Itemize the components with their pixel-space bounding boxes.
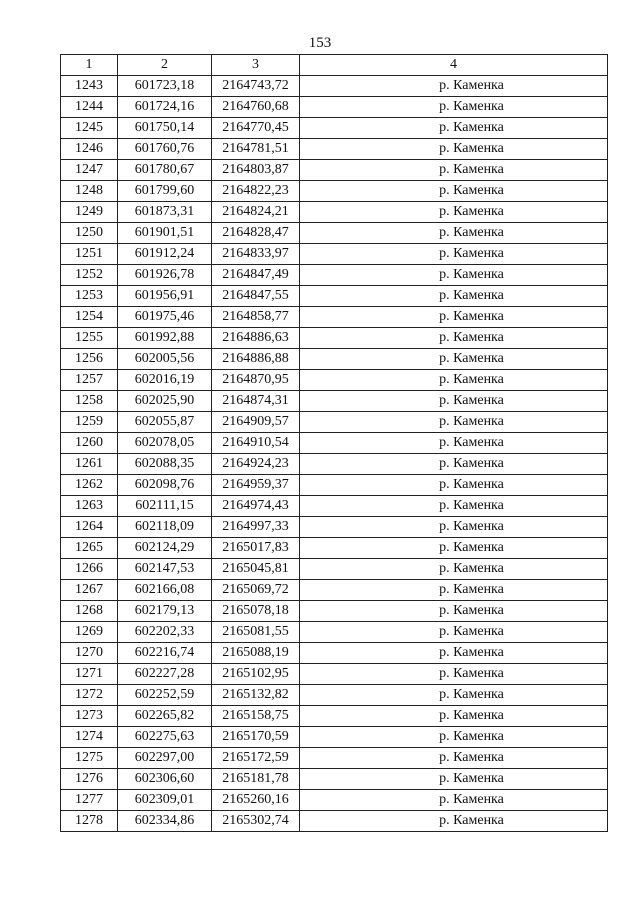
x-coordinate-cell: 602297,00 bbox=[118, 748, 212, 769]
table-row bbox=[61, 790, 608, 811]
x-coordinate-cell: 602216,74 bbox=[118, 643, 212, 664]
y-coordinate-cell: 2165069,72 bbox=[212, 580, 300, 601]
x-coordinate-cell: 601799,60 bbox=[118, 181, 212, 202]
description-cell: р. Каменка bbox=[300, 748, 608, 769]
x-coordinate-cell: 602147,53 bbox=[118, 559, 212, 580]
x-coordinate-cell: 602055,87 bbox=[118, 412, 212, 433]
description-cell: р. Каменка bbox=[300, 790, 608, 811]
y-coordinate-cell: 2164824,21 bbox=[212, 202, 300, 223]
y-coordinate-cell: 2165102,95 bbox=[212, 664, 300, 685]
y-coordinate-cell: 2165260,16 bbox=[212, 790, 300, 811]
description-cell: р. Каменка bbox=[300, 181, 608, 202]
description-cell: р. Каменка bbox=[300, 244, 608, 265]
y-coordinate-cell: 2164828,47 bbox=[212, 223, 300, 244]
x-coordinate-cell: 602124,29 bbox=[118, 538, 212, 559]
table-row bbox=[61, 454, 608, 475]
point-number-cell: 1250 bbox=[61, 223, 118, 244]
y-coordinate-cell: 2164847,55 bbox=[212, 286, 300, 307]
description-cell: р. Каменка bbox=[300, 160, 608, 181]
point-number-cell: 1276 bbox=[61, 769, 118, 790]
y-coordinate-cell: 2164833,97 bbox=[212, 244, 300, 265]
description-cell: р. Каменка bbox=[300, 202, 608, 223]
table-row bbox=[61, 685, 608, 706]
point-number-cell: 1253 bbox=[61, 286, 118, 307]
point-number-cell: 1246 bbox=[61, 139, 118, 160]
x-coordinate-cell: 602252,59 bbox=[118, 685, 212, 706]
y-coordinate-cell: 2164874,31 bbox=[212, 391, 300, 412]
y-coordinate-cell: 2164770,45 bbox=[212, 118, 300, 139]
y-coordinate-cell: 2165017,83 bbox=[212, 538, 300, 559]
table-row bbox=[61, 349, 608, 370]
table-row bbox=[61, 391, 608, 412]
point-number-cell: 1275 bbox=[61, 748, 118, 769]
x-coordinate-cell: 601956,91 bbox=[118, 286, 212, 307]
point-number-cell: 1260 bbox=[61, 433, 118, 454]
x-coordinate-cell: 601901,51 bbox=[118, 223, 212, 244]
table-row bbox=[61, 664, 608, 685]
description-cell: р. Каменка bbox=[300, 349, 608, 370]
x-coordinate-cell: 602202,33 bbox=[118, 622, 212, 643]
y-coordinate-cell: 2164870,95 bbox=[212, 370, 300, 391]
x-coordinate-cell: 602334,86 bbox=[118, 811, 212, 832]
x-coordinate-cell: 602306,60 bbox=[118, 769, 212, 790]
description-cell: р. Каменка bbox=[300, 580, 608, 601]
y-coordinate-cell: 2165132,82 bbox=[212, 685, 300, 706]
table-row bbox=[61, 118, 608, 139]
table-row bbox=[61, 97, 608, 118]
description-cell: р. Каменка bbox=[300, 811, 608, 832]
table-row bbox=[61, 517, 608, 538]
description-cell: р. Каменка bbox=[300, 622, 608, 643]
table-row bbox=[61, 202, 608, 223]
point-number-cell: 1270 bbox=[61, 643, 118, 664]
y-coordinate-cell: 2164924,23 bbox=[212, 454, 300, 475]
description-cell: р. Каменка bbox=[300, 475, 608, 496]
table-row bbox=[61, 370, 608, 391]
table-row bbox=[61, 496, 608, 517]
table-row bbox=[61, 622, 608, 643]
table-row bbox=[61, 223, 608, 244]
y-coordinate-cell: 2165078,18 bbox=[212, 601, 300, 622]
y-coordinate-cell: 2164743,72 bbox=[212, 76, 300, 97]
point-number-cell: 1247 bbox=[61, 160, 118, 181]
x-coordinate-cell: 602016,19 bbox=[118, 370, 212, 391]
description-cell: р. Каменка bbox=[300, 118, 608, 139]
table-row bbox=[61, 433, 608, 454]
table-row bbox=[61, 412, 608, 433]
description-cell: р. Каменка bbox=[300, 643, 608, 664]
table-row bbox=[61, 580, 608, 601]
description-cell: р. Каменка bbox=[300, 97, 608, 118]
description-cell: р. Каменка bbox=[300, 454, 608, 475]
table-row bbox=[61, 181, 608, 202]
x-coordinate-cell: 601723,18 bbox=[118, 76, 212, 97]
y-coordinate-cell: 2164803,87 bbox=[212, 160, 300, 181]
x-coordinate-cell: 601760,76 bbox=[118, 139, 212, 160]
x-coordinate-cell: 602088,35 bbox=[118, 454, 212, 475]
y-coordinate-cell: 2164847,49 bbox=[212, 265, 300, 286]
table-row bbox=[61, 727, 608, 748]
point-number-cell: 1264 bbox=[61, 517, 118, 538]
y-coordinate-cell: 2164959,37 bbox=[212, 475, 300, 496]
point-number-cell: 1256 bbox=[61, 349, 118, 370]
point-number-cell: 1265 bbox=[61, 538, 118, 559]
point-number-cell: 1257 bbox=[61, 370, 118, 391]
y-coordinate-cell: 2164822,23 bbox=[212, 181, 300, 202]
point-number-cell: 1259 bbox=[61, 412, 118, 433]
table-row bbox=[61, 307, 608, 328]
point-number-cell: 1255 bbox=[61, 328, 118, 349]
x-coordinate-cell: 602179,13 bbox=[118, 601, 212, 622]
table-row bbox=[61, 139, 608, 160]
description-cell: р. Каменка bbox=[300, 391, 608, 412]
x-coordinate-cell: 602005,56 bbox=[118, 349, 212, 370]
description-cell: р. Каменка bbox=[300, 601, 608, 622]
description-cell: р. Каменка bbox=[300, 265, 608, 286]
table-row bbox=[61, 748, 608, 769]
x-coordinate-cell: 601724,16 bbox=[118, 97, 212, 118]
table-row bbox=[61, 769, 608, 790]
y-coordinate-cell: 2164886,88 bbox=[212, 349, 300, 370]
description-cell: р. Каменка bbox=[300, 412, 608, 433]
x-coordinate-cell: 601975,46 bbox=[118, 307, 212, 328]
point-number-cell: 1269 bbox=[61, 622, 118, 643]
table-row bbox=[61, 160, 608, 181]
point-number-cell: 1273 bbox=[61, 706, 118, 727]
table-row bbox=[61, 811, 608, 832]
point-number-cell: 1243 bbox=[61, 76, 118, 97]
x-coordinate-cell: 601992,88 bbox=[118, 328, 212, 349]
point-number-cell: 1278 bbox=[61, 811, 118, 832]
point-number-cell: 1268 bbox=[61, 601, 118, 622]
point-number-cell: 1258 bbox=[61, 391, 118, 412]
x-coordinate-cell: 602227,28 bbox=[118, 664, 212, 685]
description-cell: р. Каменка bbox=[300, 496, 608, 517]
table-header-row bbox=[61, 55, 608, 76]
header-col-2: 2 bbox=[118, 55, 212, 76]
y-coordinate-cell: 2164997,33 bbox=[212, 517, 300, 538]
description-cell: р. Каменка bbox=[300, 517, 608, 538]
table-row bbox=[61, 475, 608, 496]
description-cell: р. Каменка bbox=[300, 769, 608, 790]
x-coordinate-cell: 601750,14 bbox=[118, 118, 212, 139]
y-coordinate-cell: 2165181,78 bbox=[212, 769, 300, 790]
y-coordinate-cell: 2165158,75 bbox=[212, 706, 300, 727]
x-coordinate-cell: 601926,78 bbox=[118, 265, 212, 286]
y-coordinate-cell: 2164760,68 bbox=[212, 97, 300, 118]
description-cell: р. Каменка bbox=[300, 706, 608, 727]
table-row bbox=[61, 706, 608, 727]
y-coordinate-cell: 2165170,59 bbox=[212, 727, 300, 748]
description-cell: р. Каменка bbox=[300, 727, 608, 748]
x-coordinate-cell: 602166,08 bbox=[118, 580, 212, 601]
point-number-cell: 1266 bbox=[61, 559, 118, 580]
point-number-cell: 1262 bbox=[61, 475, 118, 496]
point-number-cell: 1277 bbox=[61, 790, 118, 811]
x-coordinate-cell: 602111,15 bbox=[118, 496, 212, 517]
point-number-cell: 1251 bbox=[61, 244, 118, 265]
point-number-cell: 1254 bbox=[61, 307, 118, 328]
description-cell: р. Каменка bbox=[300, 223, 608, 244]
description-cell: р. Каменка bbox=[300, 685, 608, 706]
y-coordinate-cell: 2165081,55 bbox=[212, 622, 300, 643]
description-cell: р. Каменка bbox=[300, 328, 608, 349]
description-cell: р. Каменка bbox=[300, 370, 608, 391]
description-cell: р. Каменка bbox=[300, 559, 608, 580]
y-coordinate-cell: 2164910,54 bbox=[212, 433, 300, 454]
header-col-4: 4 bbox=[300, 55, 608, 76]
table-row bbox=[61, 76, 608, 97]
table-row bbox=[61, 244, 608, 265]
description-cell: р. Каменка bbox=[300, 76, 608, 97]
x-coordinate-cell: 602275,63 bbox=[118, 727, 212, 748]
table-row bbox=[61, 559, 608, 580]
x-coordinate-cell: 601912,24 bbox=[118, 244, 212, 265]
y-coordinate-cell: 2165088,19 bbox=[212, 643, 300, 664]
y-coordinate-cell: 2165302,74 bbox=[212, 811, 300, 832]
point-number-cell: 1272 bbox=[61, 685, 118, 706]
y-coordinate-cell: 2164974,43 bbox=[212, 496, 300, 517]
coordinates-table bbox=[60, 54, 608, 832]
y-coordinate-cell: 2165045,81 bbox=[212, 559, 300, 580]
header-col-1: 1 bbox=[61, 55, 118, 76]
y-coordinate-cell: 2164909,57 bbox=[212, 412, 300, 433]
y-coordinate-cell: 2164781,51 bbox=[212, 139, 300, 160]
point-number-cell: 1249 bbox=[61, 202, 118, 223]
table-row bbox=[61, 643, 608, 664]
point-number-cell: 1261 bbox=[61, 454, 118, 475]
x-coordinate-cell: 602118,09 bbox=[118, 517, 212, 538]
table-row bbox=[61, 538, 608, 559]
y-coordinate-cell: 2164886,63 bbox=[212, 328, 300, 349]
point-number-cell: 1245 bbox=[61, 118, 118, 139]
table-row bbox=[61, 286, 608, 307]
point-number-cell: 1252 bbox=[61, 265, 118, 286]
description-cell: р. Каменка bbox=[300, 139, 608, 160]
point-number-cell: 1267 bbox=[61, 580, 118, 601]
description-cell: р. Каменка bbox=[300, 307, 608, 328]
table-row bbox=[61, 328, 608, 349]
description-cell: р. Каменка bbox=[300, 538, 608, 559]
header-col-3: 3 bbox=[212, 55, 300, 76]
x-coordinate-cell: 602309,01 bbox=[118, 790, 212, 811]
page-number: 153 bbox=[308, 35, 332, 51]
point-number-cell: 1271 bbox=[61, 664, 118, 685]
x-coordinate-cell: 601780,67 bbox=[118, 160, 212, 181]
point-number-cell: 1263 bbox=[61, 496, 118, 517]
x-coordinate-cell: 601873,31 bbox=[118, 202, 212, 223]
table-row bbox=[61, 601, 608, 622]
x-coordinate-cell: 602265,82 bbox=[118, 706, 212, 727]
point-number-cell: 1244 bbox=[61, 97, 118, 118]
table-body bbox=[61, 76, 608, 832]
x-coordinate-cell: 602078,05 bbox=[118, 433, 212, 454]
x-coordinate-cell: 602098,76 bbox=[118, 475, 212, 496]
x-coordinate-cell: 602025,90 bbox=[118, 391, 212, 412]
description-cell: р. Каменка bbox=[300, 286, 608, 307]
point-number-cell: 1248 bbox=[61, 181, 118, 202]
table-row bbox=[61, 265, 608, 286]
description-cell: р. Каменка bbox=[300, 433, 608, 454]
description-cell: р. Каменка bbox=[300, 664, 608, 685]
point-number-cell: 1274 bbox=[61, 727, 118, 748]
y-coordinate-cell: 2164858,77 bbox=[212, 307, 300, 328]
y-coordinate-cell: 2165172,59 bbox=[212, 748, 300, 769]
